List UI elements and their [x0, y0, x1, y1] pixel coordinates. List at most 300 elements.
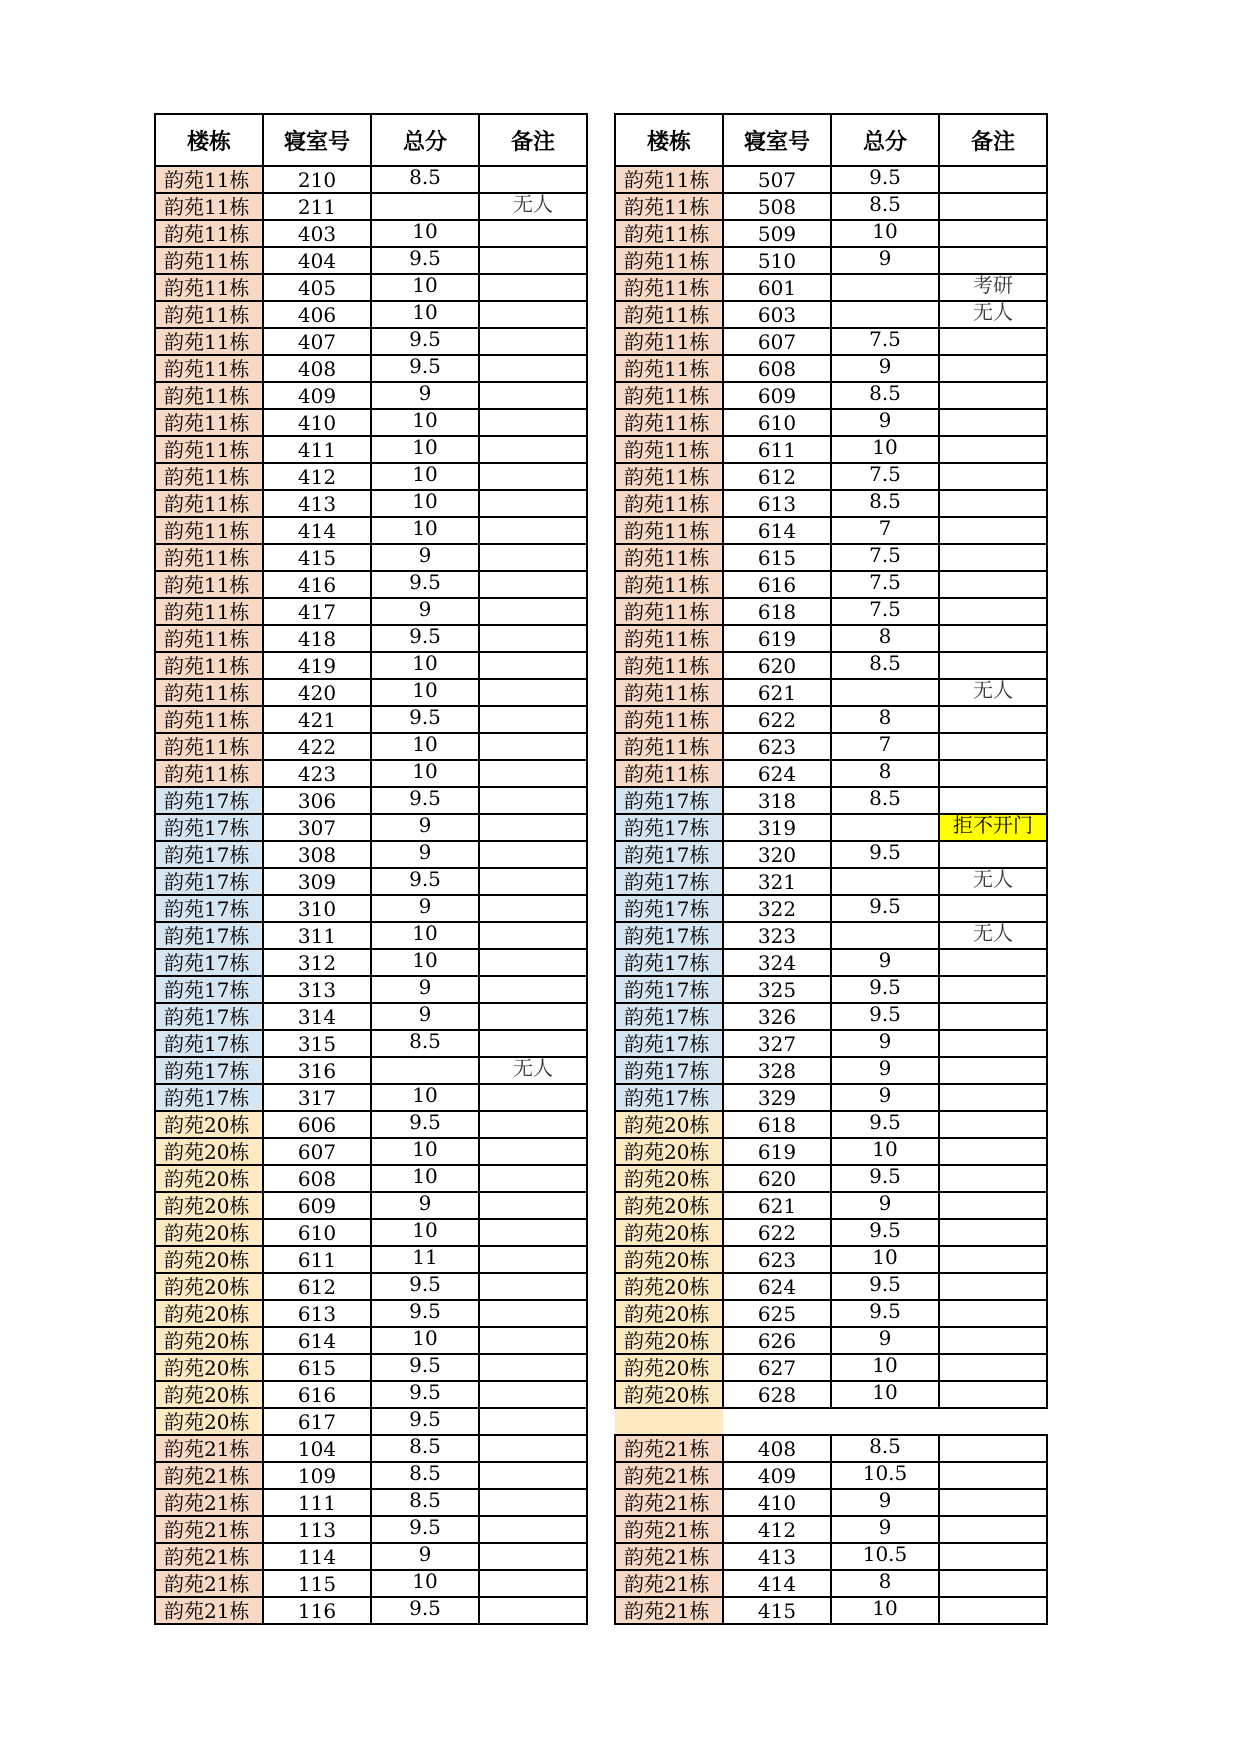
building-cell: 韵苑17栋 [615, 787, 723, 814]
table-row [155, 1543, 587, 1570]
table-row [615, 1489, 1047, 1516]
table-row [615, 895, 1047, 922]
score-cell [371, 193, 479, 220]
note-cell [479, 1327, 587, 1354]
note-cell [939, 895, 1047, 922]
table-row [155, 193, 587, 220]
score-cell: 10 [831, 1246, 939, 1273]
room-cell: 609 [263, 1192, 371, 1219]
table-row [155, 1408, 587, 1435]
building-cell: 韵苑20栋 [155, 1327, 263, 1354]
header-room: 寝室号 [723, 114, 831, 166]
note-cell [939, 1489, 1047, 1516]
building-cell: 韵苑17栋 [155, 895, 263, 922]
score-cell: 9 [831, 355, 939, 382]
building-cell: 韵苑21栋 [155, 1570, 263, 1597]
score-cell: 9 [371, 544, 479, 571]
building-cell: 韵苑11栋 [615, 409, 723, 436]
table-row [155, 1516, 587, 1543]
note-cell [479, 1543, 587, 1570]
note-cell [479, 328, 587, 355]
room-cell: 307 [263, 814, 371, 841]
building-cell: 韵苑11栋 [615, 166, 723, 193]
score-cell: 9.5 [371, 625, 479, 652]
table-row [615, 922, 1047, 949]
table-row [155, 598, 587, 625]
building-cell: 韵苑11栋 [615, 706, 723, 733]
building-cell: 韵苑11栋 [155, 706, 263, 733]
building-cell: 韵苑11栋 [155, 463, 263, 490]
score-cell: 9.5 [831, 166, 939, 193]
building-cell: 韵苑11栋 [155, 247, 263, 274]
score-cell: 8.5 [831, 490, 939, 517]
score-cell: 9.5 [831, 1273, 939, 1300]
table-row [615, 787, 1047, 814]
building-cell: 韵苑21栋 [615, 1516, 723, 1543]
building-cell: 韵苑17栋 [615, 895, 723, 922]
note-cell [479, 1354, 587, 1381]
note-cell [479, 652, 587, 679]
note-cell [939, 1138, 1047, 1165]
note-cell [479, 490, 587, 517]
building-cell: 韵苑11栋 [155, 436, 263, 463]
note-cell [939, 1354, 1047, 1381]
note-cell [939, 1246, 1047, 1273]
score-cell: 9 [831, 1327, 939, 1354]
score-cell: 9.5 [831, 1219, 939, 1246]
note-cell [479, 868, 587, 895]
score-cell: 7.5 [831, 571, 939, 598]
room-cell: 606 [263, 1111, 371, 1138]
score-cell: 10 [371, 517, 479, 544]
building-cell: 韵苑11栋 [155, 166, 263, 193]
room-cell: 613 [723, 490, 831, 517]
table-row [155, 1192, 587, 1219]
note-cell [939, 220, 1047, 247]
table-row [615, 301, 1047, 328]
room-cell: 322 [723, 895, 831, 922]
room-cell: 611 [263, 1246, 371, 1273]
building-cell: 韵苑17栋 [155, 868, 263, 895]
score-cell: 10 [371, 463, 479, 490]
table-body [155, 166, 587, 1624]
room-cell: 419 [263, 652, 371, 679]
score-cell: 9.5 [371, 1354, 479, 1381]
room-cell: 318 [723, 787, 831, 814]
score-cell: 8 [831, 625, 939, 652]
room-cell: 408 [263, 355, 371, 382]
table-row [155, 1489, 587, 1516]
header-score: 总分 [831, 114, 939, 166]
building-cell: 韵苑17栋 [615, 1084, 723, 1111]
note-cell [479, 1003, 587, 1030]
table-row [615, 598, 1047, 625]
score-cell: 9 [371, 382, 479, 409]
table-row [155, 382, 587, 409]
building-cell: 韵苑11栋 [155, 760, 263, 787]
note-cell [479, 679, 587, 706]
spacer-cell [939, 1408, 1047, 1435]
room-cell: 603 [723, 301, 831, 328]
building-cell: 韵苑11栋 [155, 679, 263, 706]
note-cell [939, 949, 1047, 976]
room-cell: 414 [723, 1570, 831, 1597]
room-cell: 326 [723, 1003, 831, 1030]
score-cell: 10 [371, 409, 479, 436]
building-cell: 韵苑11栋 [155, 598, 263, 625]
building-cell: 韵苑11栋 [615, 571, 723, 598]
building-cell: 韵苑17栋 [155, 787, 263, 814]
room-cell: 317 [263, 1084, 371, 1111]
room-cell: 308 [263, 841, 371, 868]
score-cell: 10 [371, 679, 479, 706]
score-cell: 10 [831, 1354, 939, 1381]
building-cell: 韵苑11栋 [155, 274, 263, 301]
room-cell: 627 [723, 1354, 831, 1381]
table-row [615, 1219, 1047, 1246]
score-cell: 9.5 [831, 841, 939, 868]
building-cell: 韵苑11栋 [615, 598, 723, 625]
room-cell: 609 [723, 382, 831, 409]
building-cell: 韵苑11栋 [155, 733, 263, 760]
score-table-right [614, 113, 1048, 1625]
table-row [615, 625, 1047, 652]
table-row [615, 1543, 1047, 1570]
building-cell: 韵苑17栋 [155, 814, 263, 841]
note-cell [479, 1489, 587, 1516]
score-cell: 9 [831, 1516, 939, 1543]
room-cell: 608 [263, 1165, 371, 1192]
building-cell: 韵苑11栋 [615, 301, 723, 328]
building-cell: 韵苑11栋 [155, 625, 263, 652]
table-row [615, 760, 1047, 787]
building-cell: 韵苑20栋 [615, 1246, 723, 1273]
score-cell: 10 [371, 220, 479, 247]
building-cell: 韵苑17栋 [155, 949, 263, 976]
building-cell: 韵苑20栋 [155, 1354, 263, 1381]
note-cell [939, 976, 1047, 1003]
score-table-left [154, 113, 588, 1625]
note-cell: 无人 [479, 1057, 587, 1084]
table-row [155, 760, 587, 787]
table-row [155, 1462, 587, 1489]
table-row [155, 1111, 587, 1138]
room-cell: 623 [723, 1246, 831, 1273]
building-cell: 韵苑11栋 [615, 517, 723, 544]
score-cell: 10 [371, 1327, 479, 1354]
building-cell: 韵苑21栋 [155, 1543, 263, 1570]
building-cell: 韵苑21栋 [615, 1570, 723, 1597]
note-cell [939, 1570, 1047, 1597]
note-cell [479, 1246, 587, 1273]
room-cell: 410 [263, 409, 371, 436]
note-cell [479, 463, 587, 490]
table-row [155, 868, 587, 895]
note-cell [939, 1543, 1047, 1570]
building-cell: 韵苑11栋 [615, 652, 723, 679]
note-cell [939, 652, 1047, 679]
note-cell [939, 382, 1047, 409]
table-row [155, 463, 587, 490]
note-cell [939, 328, 1047, 355]
note-cell [479, 598, 587, 625]
score-cell: 9.5 [371, 355, 479, 382]
note-cell [479, 625, 587, 652]
score-cell: 7 [831, 517, 939, 544]
room-cell: 211 [263, 193, 371, 220]
note-cell [939, 517, 1047, 544]
score-cell: 11 [371, 1246, 479, 1273]
note-cell: 考研 [939, 274, 1047, 301]
building-cell: 韵苑20栋 [155, 1192, 263, 1219]
room-cell: 316 [263, 1057, 371, 1084]
building-cell: 韵苑21栋 [155, 1489, 263, 1516]
building-cell: 韵苑17栋 [155, 1057, 263, 1084]
room-cell: 615 [723, 544, 831, 571]
building-cell: 韵苑11栋 [615, 436, 723, 463]
note-cell [479, 382, 587, 409]
table-row [155, 1354, 587, 1381]
score-cell: 7 [831, 733, 939, 760]
score-cell: 7.5 [831, 598, 939, 625]
room-cell: 324 [723, 949, 831, 976]
table-row [155, 1597, 587, 1624]
building-cell: 韵苑11栋 [155, 571, 263, 598]
table-row [615, 706, 1047, 733]
building-cell: 韵苑21栋 [615, 1462, 723, 1489]
room-cell: 404 [263, 247, 371, 274]
note-cell [479, 220, 587, 247]
table-row [615, 1273, 1047, 1300]
building-cell: 韵苑11栋 [155, 382, 263, 409]
room-cell: 415 [263, 544, 371, 571]
room-cell: 621 [723, 1192, 831, 1219]
building-cell: 韵苑11栋 [615, 382, 723, 409]
building-cell: 韵苑20栋 [615, 1192, 723, 1219]
room-cell: 612 [263, 1273, 371, 1300]
building-cell: 韵苑20栋 [615, 1327, 723, 1354]
table-row [155, 490, 587, 517]
building-cell: 韵苑20栋 [615, 1138, 723, 1165]
score-cell [831, 922, 939, 949]
room-cell: 409 [263, 382, 371, 409]
score-cell: 8.5 [831, 1435, 939, 1462]
note-cell [479, 1570, 587, 1597]
score-cell: 9.5 [371, 706, 479, 733]
score-cell: 10 [371, 1570, 479, 1597]
building-cell: 韵苑11栋 [155, 409, 263, 436]
table-row [615, 1381, 1047, 1408]
header-room: 寝室号 [263, 114, 371, 166]
room-cell: 410 [723, 1489, 831, 1516]
table-row [615, 571, 1047, 598]
building-cell: 韵苑11栋 [155, 652, 263, 679]
table-row [155, 1435, 587, 1462]
table-row [615, 949, 1047, 976]
table-row [155, 652, 587, 679]
score-cell: 10 [371, 733, 479, 760]
room-cell: 416 [263, 571, 371, 598]
building-cell: 韵苑11栋 [615, 328, 723, 355]
building-cell: 韵苑20栋 [155, 1408, 263, 1435]
room-cell: 405 [263, 274, 371, 301]
score-cell: 10 [371, 490, 479, 517]
building-cell: 韵苑20栋 [615, 1111, 723, 1138]
score-cell: 9.5 [831, 895, 939, 922]
room-cell: 327 [723, 1030, 831, 1057]
table-row [155, 1246, 587, 1273]
building-cell: 韵苑11栋 [615, 220, 723, 247]
room-cell: 116 [263, 1597, 371, 1624]
building-cell: 韵苑17栋 [615, 922, 723, 949]
table-row [615, 733, 1047, 760]
room-cell: 628 [723, 1381, 831, 1408]
table-row [155, 1057, 587, 1084]
table-row [615, 652, 1047, 679]
note-cell [479, 733, 587, 760]
note-cell [939, 166, 1047, 193]
table-row [615, 436, 1047, 463]
table-row [155, 220, 587, 247]
score-cell: 9 [371, 895, 479, 922]
room-cell: 423 [263, 760, 371, 787]
score-cell: 9.5 [371, 787, 479, 814]
note-cell [479, 895, 587, 922]
room-cell: 623 [723, 733, 831, 760]
room-cell: 413 [723, 1543, 831, 1570]
score-cell: 8.5 [371, 166, 479, 193]
note-cell [939, 1192, 1047, 1219]
table-row [155, 1138, 587, 1165]
building-cell: 韵苑20栋 [155, 1381, 263, 1408]
room-cell: 312 [263, 949, 371, 976]
note-cell [479, 247, 587, 274]
room-cell: 610 [723, 409, 831, 436]
table-row [155, 787, 587, 814]
room-cell: 403 [263, 220, 371, 247]
room-cell: 319 [723, 814, 831, 841]
room-cell: 306 [263, 787, 371, 814]
room-cell: 615 [263, 1354, 371, 1381]
score-cell: 10 [371, 1084, 479, 1111]
header-row [615, 114, 1047, 166]
table-row [615, 868, 1047, 895]
table-row [155, 1003, 587, 1030]
note-cell [939, 1435, 1047, 1462]
score-cell: 8.5 [831, 652, 939, 679]
building-cell: 韵苑17栋 [155, 1030, 263, 1057]
room-cell: 625 [723, 1300, 831, 1327]
note-cell: 无人 [939, 868, 1047, 895]
building-cell: 韵苑11栋 [615, 625, 723, 652]
room-cell: 622 [723, 706, 831, 733]
score-cell [831, 868, 939, 895]
room-cell: 323 [723, 922, 831, 949]
score-cell: 8.5 [831, 382, 939, 409]
building-cell: 韵苑11栋 [155, 301, 263, 328]
table-row [615, 1192, 1047, 1219]
header-score: 总分 [371, 114, 479, 166]
building-cell: 韵苑17栋 [615, 1030, 723, 1057]
note-cell [479, 1597, 587, 1624]
building-cell: 韵苑11栋 [155, 328, 263, 355]
table-row [155, 274, 587, 301]
score-cell: 7.5 [831, 328, 939, 355]
table-row [615, 517, 1047, 544]
table-row [615, 328, 1047, 355]
building-cell: 韵苑17栋 [615, 1057, 723, 1084]
table-row [615, 247, 1047, 274]
note-cell [479, 1219, 587, 1246]
score-cell: 9 [371, 976, 479, 1003]
room-cell: 417 [263, 598, 371, 625]
spacer-row [615, 1408, 1047, 1435]
note-cell [939, 490, 1047, 517]
note-cell [939, 1381, 1047, 1408]
score-cell: 7.5 [831, 544, 939, 571]
note-cell: 拒不开门 [939, 814, 1047, 841]
room-cell: 325 [723, 976, 831, 1003]
room-cell: 420 [263, 679, 371, 706]
score-cell: 8.5 [831, 193, 939, 220]
building-cell: 韵苑20栋 [155, 1138, 263, 1165]
table-row [615, 355, 1047, 382]
table-row [155, 355, 587, 382]
table-row [615, 1300, 1047, 1327]
building-cell: 韵苑20栋 [155, 1219, 263, 1246]
score-cell: 9 [831, 1192, 939, 1219]
score-cell: 10 [371, 652, 479, 679]
score-cell: 7.5 [831, 463, 939, 490]
score-cell: 10 [371, 301, 479, 328]
room-cell: 408 [723, 1435, 831, 1462]
table-row [615, 382, 1047, 409]
score-cell [831, 679, 939, 706]
note-cell [939, 733, 1047, 760]
room-cell: 617 [263, 1408, 371, 1435]
building-cell: 韵苑11栋 [615, 274, 723, 301]
table-row [615, 1030, 1047, 1057]
note-cell: 无人 [479, 193, 587, 220]
table-row [155, 733, 587, 760]
room-cell: 310 [263, 895, 371, 922]
note-cell [939, 706, 1047, 733]
room-cell: 616 [263, 1381, 371, 1408]
table-row [615, 490, 1047, 517]
building-cell: 韵苑17栋 [155, 1003, 263, 1030]
note-cell [939, 436, 1047, 463]
table-row [615, 1597, 1047, 1624]
room-cell: 507 [723, 166, 831, 193]
building-cell: 韵苑20栋 [615, 1165, 723, 1192]
note-cell [479, 355, 587, 382]
spacer-cell [615, 1408, 723, 1435]
score-cell: 9 [371, 1192, 479, 1219]
room-cell: 611 [723, 436, 831, 463]
table-row [615, 679, 1047, 706]
score-cell: 10 [371, 1165, 479, 1192]
building-cell: 韵苑11栋 [615, 733, 723, 760]
note-cell [479, 1408, 587, 1435]
room-cell: 412 [263, 463, 371, 490]
score-cell: 9 [371, 814, 479, 841]
building-cell: 韵苑11栋 [615, 193, 723, 220]
room-cell: 619 [723, 625, 831, 652]
building-cell: 韵苑21栋 [615, 1597, 723, 1624]
table-row [615, 166, 1047, 193]
note-cell [939, 1273, 1047, 1300]
room-cell: 626 [723, 1327, 831, 1354]
